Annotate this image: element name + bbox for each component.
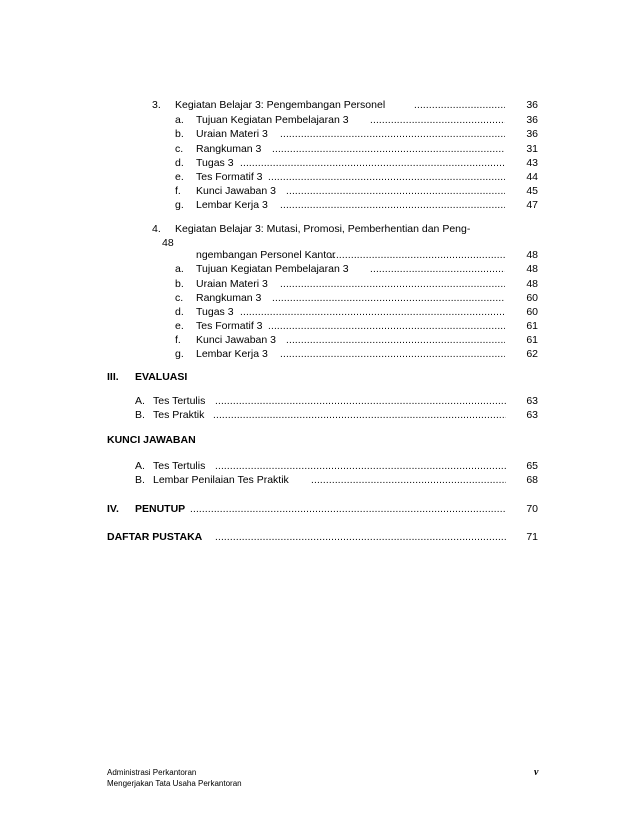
item-label: Uraian Materi 3 bbox=[196, 278, 268, 290]
leader-dots bbox=[330, 249, 505, 262]
item-letter: e. bbox=[175, 320, 184, 332]
page-number: 61 bbox=[526, 320, 538, 332]
leader-dots bbox=[240, 157, 505, 170]
leader-dots bbox=[215, 395, 506, 408]
chapter-title: DAFTAR PUSTAKA bbox=[107, 531, 203, 543]
footer-page-number: v bbox=[534, 767, 539, 778]
page-number: 31 bbox=[526, 143, 538, 155]
leader-dots bbox=[280, 348, 505, 361]
item-label: Tugas 3 bbox=[196, 306, 234, 318]
section-number: 4. bbox=[152, 223, 161, 235]
section-title: Kegiatan Belajar 3: Pengembangan Personel bbox=[175, 99, 386, 111]
page-number: 47 bbox=[526, 199, 538, 211]
item-letter: A. bbox=[135, 395, 145, 407]
page-number: 61 bbox=[526, 334, 538, 346]
item-letter: e. bbox=[175, 171, 184, 183]
leader-dots bbox=[311, 474, 506, 487]
item-letter: c. bbox=[175, 143, 184, 155]
page-number: 36 bbox=[526, 99, 538, 111]
item-label: Tugas 3 bbox=[196, 157, 234, 169]
item-label: Tes Formatif 3 bbox=[196, 320, 263, 332]
leader-dots bbox=[240, 306, 505, 319]
chapter-number: IV. bbox=[107, 503, 119, 515]
page-number: 48 bbox=[526, 278, 538, 290]
stray-page-number: 48 bbox=[162, 237, 174, 249]
chapter-title: PENUTUP bbox=[135, 503, 186, 515]
item-label: Tes Tertulis bbox=[153, 460, 206, 472]
item-label: Lembar Kerja 3 bbox=[196, 199, 268, 211]
item-label: Lembar Penilaian Tes Praktik bbox=[153, 474, 289, 486]
item-letter: b. bbox=[175, 128, 184, 140]
item-label: Tujuan Kegiatan Pembelajaran 3 bbox=[196, 263, 349, 275]
page-number: 60 bbox=[526, 306, 538, 318]
page-number: 60 bbox=[526, 292, 538, 304]
section-title-continued: ngembangan Personel Kantor bbox=[196, 249, 336, 261]
item-label: Uraian Materi 3 bbox=[196, 128, 268, 140]
chapter-number: III. bbox=[107, 371, 119, 383]
leader-dots bbox=[268, 320, 505, 333]
leader-dots bbox=[286, 185, 505, 198]
item-label: Tes Tertulis bbox=[153, 395, 206, 407]
section-title: Kegiatan Belajar 3: Mutasi, Promosi, Pemberhentian dan Peng- bbox=[175, 223, 471, 235]
page-number: 63 bbox=[526, 409, 538, 421]
item-label: Kunci Jawaban 3 bbox=[196, 334, 276, 346]
leader-dots bbox=[215, 460, 506, 473]
leader-dots bbox=[213, 409, 506, 422]
item-letter: B. bbox=[135, 474, 145, 486]
page-number: 63 bbox=[526, 395, 538, 407]
item-label: Lembar Kerja 3 bbox=[196, 348, 268, 360]
leader-dots bbox=[190, 503, 506, 516]
page-number: 36 bbox=[526, 128, 538, 140]
page-number: 71 bbox=[526, 531, 538, 543]
page-number: 70 bbox=[526, 503, 538, 515]
item-letter: A. bbox=[135, 460, 145, 472]
item-letter: b. bbox=[175, 278, 184, 290]
footer-course-title: Administrasi Perkantoran bbox=[107, 768, 197, 777]
leader-dots bbox=[268, 171, 505, 184]
item-letter: f. bbox=[175, 334, 181, 346]
leader-dots bbox=[280, 278, 505, 291]
leader-dots bbox=[280, 128, 505, 141]
leader-dots bbox=[414, 99, 505, 112]
leader-dots bbox=[286, 334, 505, 347]
leader-dots bbox=[215, 531, 506, 544]
chapter-title: KUNCI JAWABAN bbox=[107, 434, 196, 446]
item-letter: c. bbox=[175, 292, 184, 304]
item-label: Kunci Jawaban 3 bbox=[196, 185, 276, 197]
leader-dots bbox=[370, 114, 505, 127]
leader-dots bbox=[370, 263, 505, 276]
item-label: Rangkuman 3 bbox=[196, 143, 262, 155]
leader-dots bbox=[280, 199, 505, 212]
footer-module-title: Mengerjakan Tata Usaha Perkantoran bbox=[107, 779, 242, 788]
page-number: 68 bbox=[526, 474, 538, 486]
page-number: 36 bbox=[526, 114, 538, 126]
item-label: Tes Praktik bbox=[153, 409, 205, 421]
page-number: 43 bbox=[526, 157, 538, 169]
page-number: 62 bbox=[526, 348, 538, 360]
item-letter: a. bbox=[175, 114, 184, 126]
page-number: 65 bbox=[526, 460, 538, 472]
page-number: 45 bbox=[526, 185, 538, 197]
page-number: 44 bbox=[526, 171, 538, 183]
item-letter: d. bbox=[175, 306, 184, 318]
item-letter: a. bbox=[175, 263, 184, 275]
item-label: Tes Formatif 3 bbox=[196, 171, 263, 183]
leader-dots bbox=[272, 292, 505, 305]
page-number: 48 bbox=[526, 263, 538, 275]
chapter-title: EVALUASI bbox=[135, 371, 188, 383]
item-letter: d. bbox=[175, 157, 184, 169]
item-label: Tujuan Kegiatan Pembelajaran 3 bbox=[196, 114, 349, 126]
item-letter: g. bbox=[175, 199, 184, 211]
page-number: 48 bbox=[526, 249, 538, 261]
item-letter: B. bbox=[135, 409, 145, 421]
section-number: 3. bbox=[152, 99, 161, 111]
item-letter: f. bbox=[175, 185, 181, 197]
item-label: Rangkuman 3 bbox=[196, 292, 262, 304]
leader-dots bbox=[272, 143, 505, 156]
item-letter: g. bbox=[175, 348, 184, 360]
